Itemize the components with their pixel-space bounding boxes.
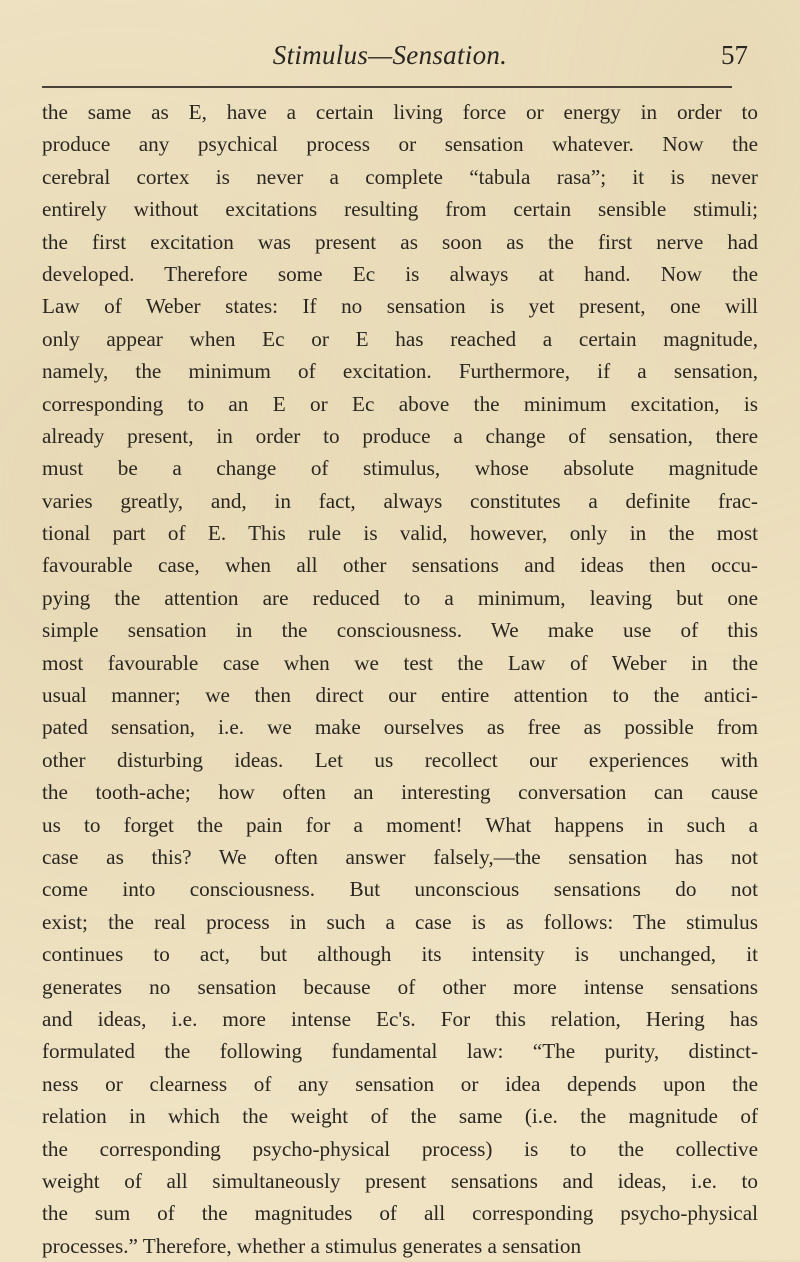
text-line: processes.” Therefore, whether a stimulus generates a sensation [42, 1233, 582, 1258]
text-line: weight of all simultaneously present sensations and ideas, i.e. to [42, 1168, 758, 1193]
text-line: Law of Weber states: If no sensation is yet present, one will [42, 294, 758, 319]
text-line: produce any psychical process or sensation whatever. Now the [42, 132, 758, 157]
text-line: most favourable case when we test the Law of Weber in the [42, 650, 758, 675]
text-line: the tooth-ache; how often an interesting conversation can cause [42, 780, 758, 805]
text-line: already present, in order to produce a change of sensation, there [42, 423, 758, 448]
text-line: pated sensation, i.e. we make ourselves as free as possible from [42, 715, 758, 740]
text-line: corresponding to an E or Ec above the minimum excitation, is [42, 391, 758, 416]
text-line: pying the attention are reduced to a minimum, leaving but one [42, 585, 758, 610]
running-title: Stimulus—Sensation. [272, 40, 508, 70]
text-line: only appear when Ec or E has reached a certain magnitude, [42, 326, 758, 351]
text-line: relation in which the weight of the same (i.e. the magnitude of [42, 1104, 758, 1129]
text-line: usual manner; we then direct our entire attention to the antici- [42, 683, 758, 708]
text-line: other disturbing ideas. Let us recollect our experiences with [42, 747, 758, 772]
text-line: cerebral cortex is never a complete “tabula rasa”; it is never [42, 164, 758, 189]
text-line: entirely without excitations resulting from certain sensible stimuli; [42, 197, 758, 222]
text-line: and ideas, i.e. more intense Ec's. For this relation, Hering has [42, 1006, 758, 1031]
text-line: come into consciousness. But unconscious sensations do not [42, 877, 758, 902]
text-line: us to forget the pain for a moment! What happens in such a [42, 812, 758, 837]
text-line: namely, the minimum of excitation. Furthermore, if a sensation, [42, 359, 758, 384]
text-line: the first excitation was present as soon as the first nerve had [42, 229, 758, 254]
text-line: varies greatly, and, in fact, always constitutes a definite frac- [42, 488, 758, 513]
text-line: simple sensation in the consciousness. We make use of this [42, 618, 758, 643]
text-line: tional part of E. This rule is valid, however, only in the most [42, 521, 758, 546]
page-number: 57 [721, 40, 748, 70]
text-line: exist; the real process in such a case is as follows: The stimulus [42, 909, 758, 934]
text-line: continues to act, but although its intensity is unchanged, it [42, 942, 758, 967]
text-line: must be a change of stimulus, whose absolute magnitude [42, 456, 758, 481]
text-line: developed. Therefore some Ec is always at hand. Now the [42, 261, 758, 286]
body-text [42, 96, 758, 1262]
text-line: generates no sensation because of other more intense sensations [42, 974, 758, 999]
text-line: favourable case, when all other sensations and ideas then occu- [42, 553, 758, 578]
text-line: the same as E, have a certain living force or energy in order to [42, 100, 758, 124]
text-line: ness or clearness of any sensation or idea depends upon the [42, 1071, 758, 1096]
text-line: case as this? We often answer falsely,—the sensation has not [42, 844, 758, 869]
header-rule [42, 86, 732, 88]
running-head [40, 38, 748, 78]
text-line: formulated the following fundamental law: “The purity, distinct- [42, 1039, 758, 1064]
text-line: the sum of the magnitudes of all corresponding psycho-physical [42, 1201, 758, 1226]
text-line: the corresponding psycho-physical process) is to the collective [42, 1136, 758, 1161]
